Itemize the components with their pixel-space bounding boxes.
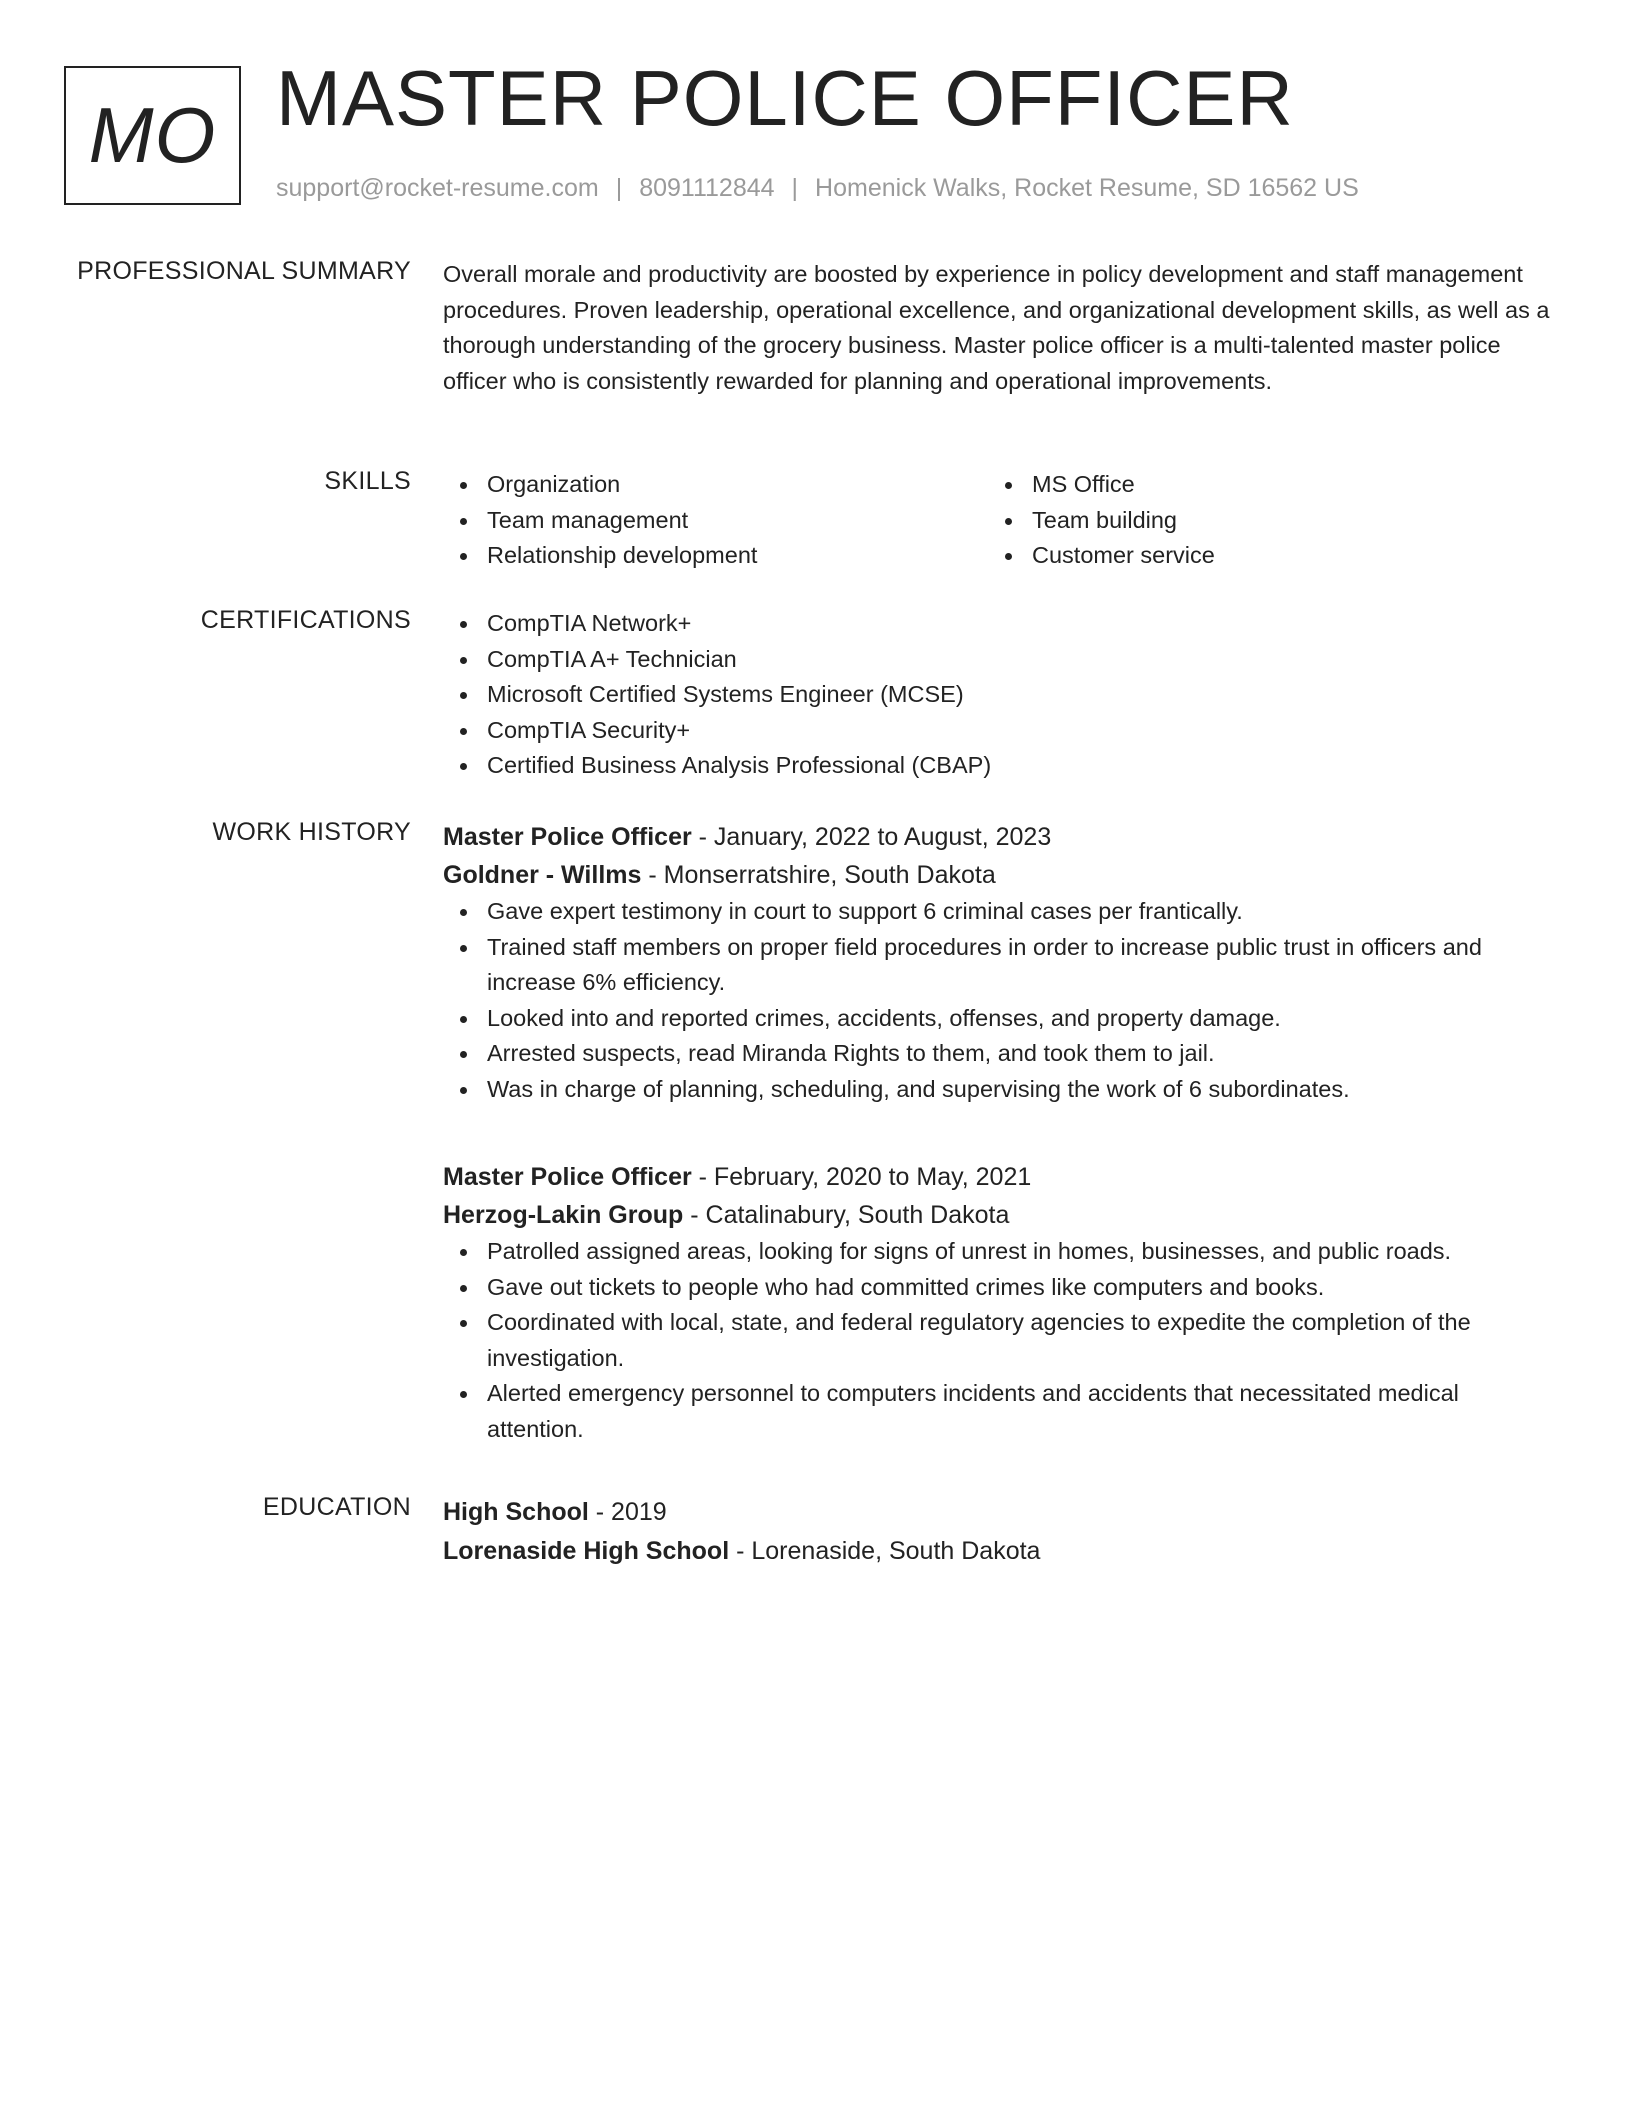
education-year: - 2019 — [588, 1498, 667, 1526]
job-company: Herzog-Lakin Group — [443, 1201, 684, 1229]
education-degree-line — [443, 1493, 1553, 1531]
contact-line — [276, 174, 1359, 203]
section-label-certifications: CERTIFICATIONS — [200, 606, 411, 634]
certification-item: Microsoft Certified Systems Engineer (MCSE) — [443, 677, 1553, 713]
job-location: - Monserratshire, South Dakota — [641, 861, 996, 889]
job-bullet: Gave expert testimony in court to support 6 criminal cases per frantically. — [443, 894, 1553, 930]
certification-item: CompTIA A+ Technician — [443, 642, 1553, 678]
page-title: MASTER POLICE OFFICER — [276, 54, 1294, 142]
job-bullet: Arrested suspects, read Miranda Rights to them, and took them to jail. — [443, 1036, 1553, 1072]
contact-separator: | — [791, 174, 799, 202]
skill-item: Team building — [988, 503, 1533, 539]
contact-phone[interactable]: 8091112844 — [639, 174, 775, 202]
job-entry — [443, 818, 1553, 1108]
job-title: Master Police Officer — [443, 1163, 692, 1191]
job-bullet: Looked into and reported crimes, accidents, offenses, and property damage. — [443, 1001, 1553, 1037]
job-bullet: Trained staff members on proper field procedures in order to increase public trust in officers and increase 6% efficiency. — [443, 930, 1553, 1001]
skill-item: Organization — [443, 467, 988, 503]
job-bullet: Alerted emergency personnel to computers incidents and accidents that necessitated medical attention. — [443, 1376, 1553, 1447]
education-school: Lorenaside High School — [443, 1537, 730, 1565]
monogram-logo: MO — [64, 66, 241, 205]
job-dates: - January, 2022 to August, 2023 — [691, 823, 1052, 851]
job-company-line — [443, 1196, 1553, 1234]
education-degree: High School — [443, 1498, 589, 1526]
skills-column-1 — [443, 467, 988, 574]
job-company-line — [443, 856, 1553, 894]
job-bullet: Patrolled assigned areas, looking for signs of unrest in homes, businesses, and public roads. — [443, 1234, 1553, 1270]
certification-item: CompTIA Network+ — [443, 606, 1553, 642]
skill-item: Customer service — [988, 538, 1533, 574]
section-label-summary: PROFESSIONAL SUMMARY — [77, 257, 411, 285]
skill-item: MS Office — [988, 467, 1533, 503]
job-dates: - February, 2020 to May, 2021 — [691, 1163, 1032, 1191]
contact-email[interactable]: support@rocket-resume.com — [276, 174, 599, 202]
job-entry — [443, 1158, 1553, 1448]
certifications-body — [443, 606, 1553, 784]
section-label-work-history: WORK HISTORY — [212, 818, 411, 846]
job-bullets — [443, 1234, 1553, 1448]
skill-item: Relationship development — [443, 538, 988, 574]
job-company: Goldner - Willms — [443, 861, 642, 889]
job-title-line — [443, 1158, 1553, 1196]
education-body — [443, 1493, 1553, 1570]
contact-separator: | — [615, 174, 623, 202]
skills-grid — [443, 467, 1553, 574]
certification-item: Certified Business Analysis Professional (CBAP) — [443, 748, 1553, 784]
skills-column-2 — [988, 467, 1533, 574]
job-title-line — [443, 818, 1553, 856]
job-bullet: Gave out tickets to people who had committed crimes like computers and books. — [443, 1270, 1553, 1306]
education-school-line — [443, 1532, 1553, 1570]
job-bullets — [443, 894, 1553, 1108]
job-bullet: Was in charge of planning, scheduling, and supervising the work of 6 subordinates. — [443, 1072, 1553, 1108]
job-bullet: Coordinated with local, state, and federal regulatory agencies to expedite the completion of the investigation. — [443, 1305, 1553, 1376]
work-history-body — [443, 818, 1553, 1108]
section-label-skills: SKILLS — [324, 467, 411, 495]
certification-item: CompTIA Security+ — [443, 713, 1553, 749]
job-location: - Catalinabury, South Dakota — [683, 1201, 1010, 1229]
certifications-list — [443, 606, 1553, 784]
skill-item: Team management — [443, 503, 988, 539]
contact-address: Homenick Walks, Rocket Resume, SD 16562 US — [815, 174, 1359, 202]
summary-text: Overall morale and productivity are boosted by experience in policy development and staff management procedures. Proven leadership, operational excellence, and organizational development skills, as well as a thorough understanding of the grocery business. Master police officer is a multi-talented master police officer who is consistently rewarded for planning and operational improvements. — [443, 261, 1550, 394]
section-label-education: EDUCATION — [262, 1493, 411, 1521]
job-title: Master Police Officer — [443, 823, 692, 851]
education-location: - Lorenaside, South Dakota — [729, 1537, 1041, 1565]
work-history-body-2 — [443, 1158, 1553, 1448]
